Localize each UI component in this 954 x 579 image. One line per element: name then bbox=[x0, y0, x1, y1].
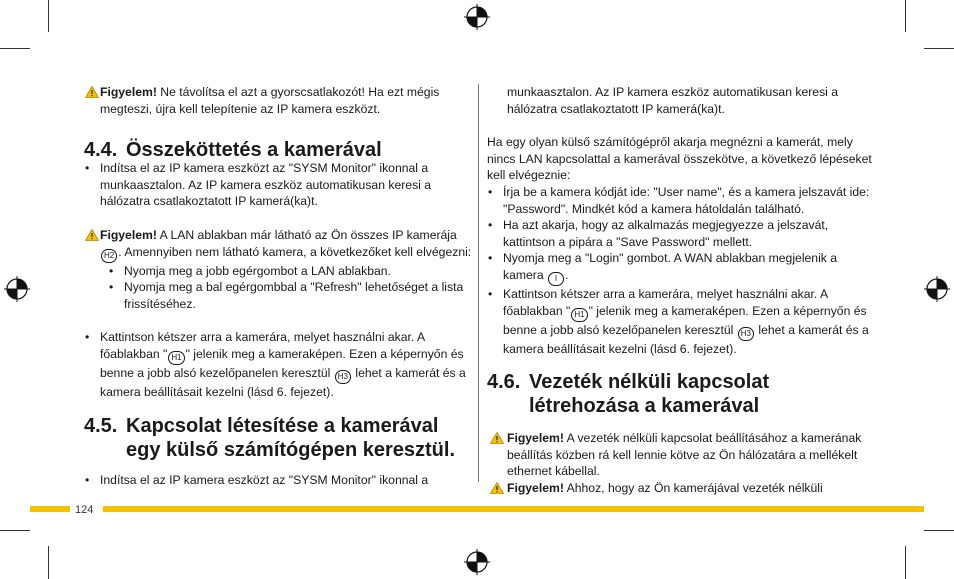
warning-label: Figyelem! bbox=[507, 480, 564, 495]
warning-label: Figyelem! bbox=[507, 431, 564, 446]
section-heading bbox=[487, 370, 879, 418]
list-item: • Kattintson kétszer arra a kamerára, melyet használni akar. A főablakban " H1 " jelenik meg a kameraképen. Ezen a képernyőn és benne a jobb alsó kezelőpanelen keresztül H3 lehet a kamerát és a kamera beállításait kezelni (lásd 6. fejezet). bbox=[85, 330, 466, 399]
crop-mark bbox=[924, 48, 954, 49]
warning-text: Ahhoz, hogy az Ön kamerájával vezeték nélküli bbox=[563, 480, 823, 495]
list-item-text: Nyomja meg a bal egérgombbal a "Refresh" lehetőséget a lista frissítéséhez. bbox=[124, 280, 464, 311]
list-item-text: Indítsa el az IP kamera eszközt az "SYSM Monitor" ikonnal a munkaasztalon. Az IP kamera eszköz automatikusan keresi a hálózatra csatlakoztatott IP kamerá(ka)t. bbox=[100, 161, 432, 209]
callout-badge: H1 bbox=[571, 308, 587, 322]
sub-list bbox=[84, 263, 476, 313]
section-title: Vezeték nélküli kapcsolat létrehozása a kamerával bbox=[529, 371, 770, 418]
list-item: • Nyomja meg a "Login" gombot. A WAN ablakban megjelenik a kamera I . bbox=[487, 250, 879, 286]
warning-note bbox=[84, 227, 476, 263]
crop-mark bbox=[0, 530, 30, 531]
warning-triangle-icon bbox=[85, 229, 99, 241]
section-heading bbox=[84, 138, 476, 162]
list-item: • Nyomja meg a bal egérgombbal a "Refresh" lehetőséget a lista frissítéséhez. bbox=[109, 280, 464, 311]
crop-mark bbox=[905, 0, 906, 32]
section-number: 4.4. bbox=[84, 139, 118, 162]
list-item-text: . bbox=[565, 267, 569, 282]
column-divider bbox=[478, 84, 479, 482]
list-item-text: Ha azt akarja, hogy az alkalmazás megjegyezze a jelszavát, kattintson a pipára a "Save Password" mellett. bbox=[503, 218, 829, 249]
section-number: 4.5. bbox=[84, 414, 118, 437]
crop-mark bbox=[48, 0, 49, 32]
section-heading bbox=[84, 414, 476, 462]
bullet-list bbox=[84, 329, 476, 400]
warning-label: Figyelem! bbox=[100, 85, 157, 99]
list-item-text: Nyomja meg a jobb egérgombot a LAN ablakban. bbox=[124, 263, 391, 278]
list-item: • Indítsa el az IP kamera eszközt az "SYSM Monitor" ikonnal a bbox=[85, 472, 429, 487]
warning-note bbox=[487, 480, 879, 497]
callout-badge: H1 bbox=[168, 351, 184, 365]
list-item-text: lehet a kamerát és a kamera beállításait kezelni (lásd 6. fejezet). bbox=[503, 322, 869, 356]
registration-mark-icon bbox=[924, 276, 950, 302]
crop-mark bbox=[48, 546, 49, 579]
warning-label: Figyelem! bbox=[100, 227, 157, 242]
list-item: • Nyomja meg a jobb egérgombot a LAN ablakban. bbox=[109, 263, 391, 278]
callout-badge: I bbox=[548, 272, 564, 286]
crop-mark bbox=[0, 48, 30, 49]
callout-badge: H3 bbox=[738, 327, 754, 341]
callout-badge: H2 bbox=[101, 249, 117, 263]
warning-triangle-icon bbox=[85, 86, 99, 98]
list-item-text: Írja be a kamera kódját ide: "User name", és a kamera jelszavát ide: "Password". Mindkét kód a kamera hátoldalán található. bbox=[503, 184, 870, 216]
list-item: • Írja be a kamera kódját ide: "User name", és a kamera jelszavát ide: "Password". Mindkét kód a kamera hátoldalán található. bbox=[488, 184, 870, 216]
list-item: • Ha azt akarja, hogy az alkalmazás megjegyezze a jelszavát, kattintson a pipára a "Save Password" mellett. bbox=[488, 218, 829, 249]
warning-text: . Amennyiben nem látható kamera, a következőket kell elvégezni: bbox=[118, 244, 472, 259]
warning-text: A LAN ablakban már látható az Ön összes IP kamerája bbox=[156, 227, 457, 242]
right-column bbox=[487, 84, 879, 497]
warning-text: A vezeték nélküli kapcsolat beállításához a kamerának beállítás közben rá kell lennie kötve az Ön hálózatára a mellékelt ethernet kábellal. bbox=[507, 431, 862, 479]
paragraph: Ha egy olyan külső számítógépről akarja megnézni a kamerát, mely nincs LAN kapcsolattal a kamerával összekötve, a következő lépéseket kell elvégeznie: bbox=[487, 135, 872, 183]
list-item-text: Indítsa el az IP kamera eszközt az "SYSM Monitor" ikonnal a bbox=[100, 472, 429, 487]
callout-badge: H3 bbox=[335, 370, 351, 384]
list-item: • Kattintson kétszer arra a kamerára, melyet használni akar. A főablakban " H1 " jelenik meg a kameraképen. Ezen a képernyőn és benne a jobb alsó kezelőpanelen keresztül H3 lehet a kamerát és a kamera beállításait kezelni (lásd 6. fejezet). bbox=[488, 286, 869, 356]
registration-mark-icon bbox=[4, 276, 30, 302]
left-column bbox=[84, 84, 476, 488]
list-item-text: " jelenik meg a kameraképen. Ezen a képernyőn és benne a jobb alsó kezelőpanelen keresztül bbox=[503, 303, 867, 337]
warning-text: Ne távolítsa el azt a gyorscsatlakozót! Ha ezt mégis megteszi, újra kell telepítenie az IP kamera eszközt. bbox=[100, 85, 440, 116]
crop-mark bbox=[924, 530, 954, 531]
list-item: • Indítsa el az IP kamera eszközt az "SYSM Monitor" ikonnal a munkaasztalon. Az IP kamera eszköz automatikusan keresi a hálózatra csatlakoztatott IP kamerá(ka)t. bbox=[85, 161, 432, 209]
registration-mark-icon bbox=[464, 4, 490, 30]
section-number: 4.6. bbox=[487, 371, 521, 394]
bullet-list bbox=[487, 184, 879, 357]
list-item-text: Nyomja meg a "Login" gombot. A WAN ablakban megjelenik a kamera bbox=[503, 251, 838, 282]
registration-mark-icon bbox=[464, 549, 490, 575]
list-item-text: " jelenik meg a kameraképen. Ezen a képernyőn és benne a jobb alsó kezelőpanelen keresztül bbox=[100, 346, 464, 380]
warning-triangle-icon bbox=[490, 482, 504, 494]
footer-accent-bar bbox=[30, 506, 70, 512]
list-item-text: Kattintson kétszer arra a kamerára, melyet használni akar. A főablakban " bbox=[503, 286, 828, 318]
section-title: Összeköttetés a kamerával bbox=[126, 139, 382, 162]
bullet-list bbox=[84, 160, 476, 210]
continued-text: munkaasztalon. Az IP kamera eszköz automatikusan keresi a hálózatra csatlakoztatott IP kamerá(ka)t. bbox=[507, 85, 839, 116]
page-number: 124 bbox=[75, 504, 94, 516]
crop-mark bbox=[905, 546, 906, 579]
list-item-text: Kattintson kétszer arra a kamerára, melyet használni akar. A főablakban " bbox=[100, 330, 425, 361]
section-title: Kapcsolat létesítése a kamerával egy külső számítógépen keresztül. bbox=[126, 414, 455, 461]
footer-accent-bar bbox=[103, 506, 924, 512]
warning-note bbox=[84, 84, 476, 117]
warning-triangle-icon bbox=[490, 432, 504, 444]
bullet-list bbox=[84, 472, 476, 489]
list-item-text: lehet a kamerát és a kamera beállításait kezelni (lásd 6. fejezet). bbox=[100, 365, 466, 399]
warning-note bbox=[487, 430, 879, 480]
